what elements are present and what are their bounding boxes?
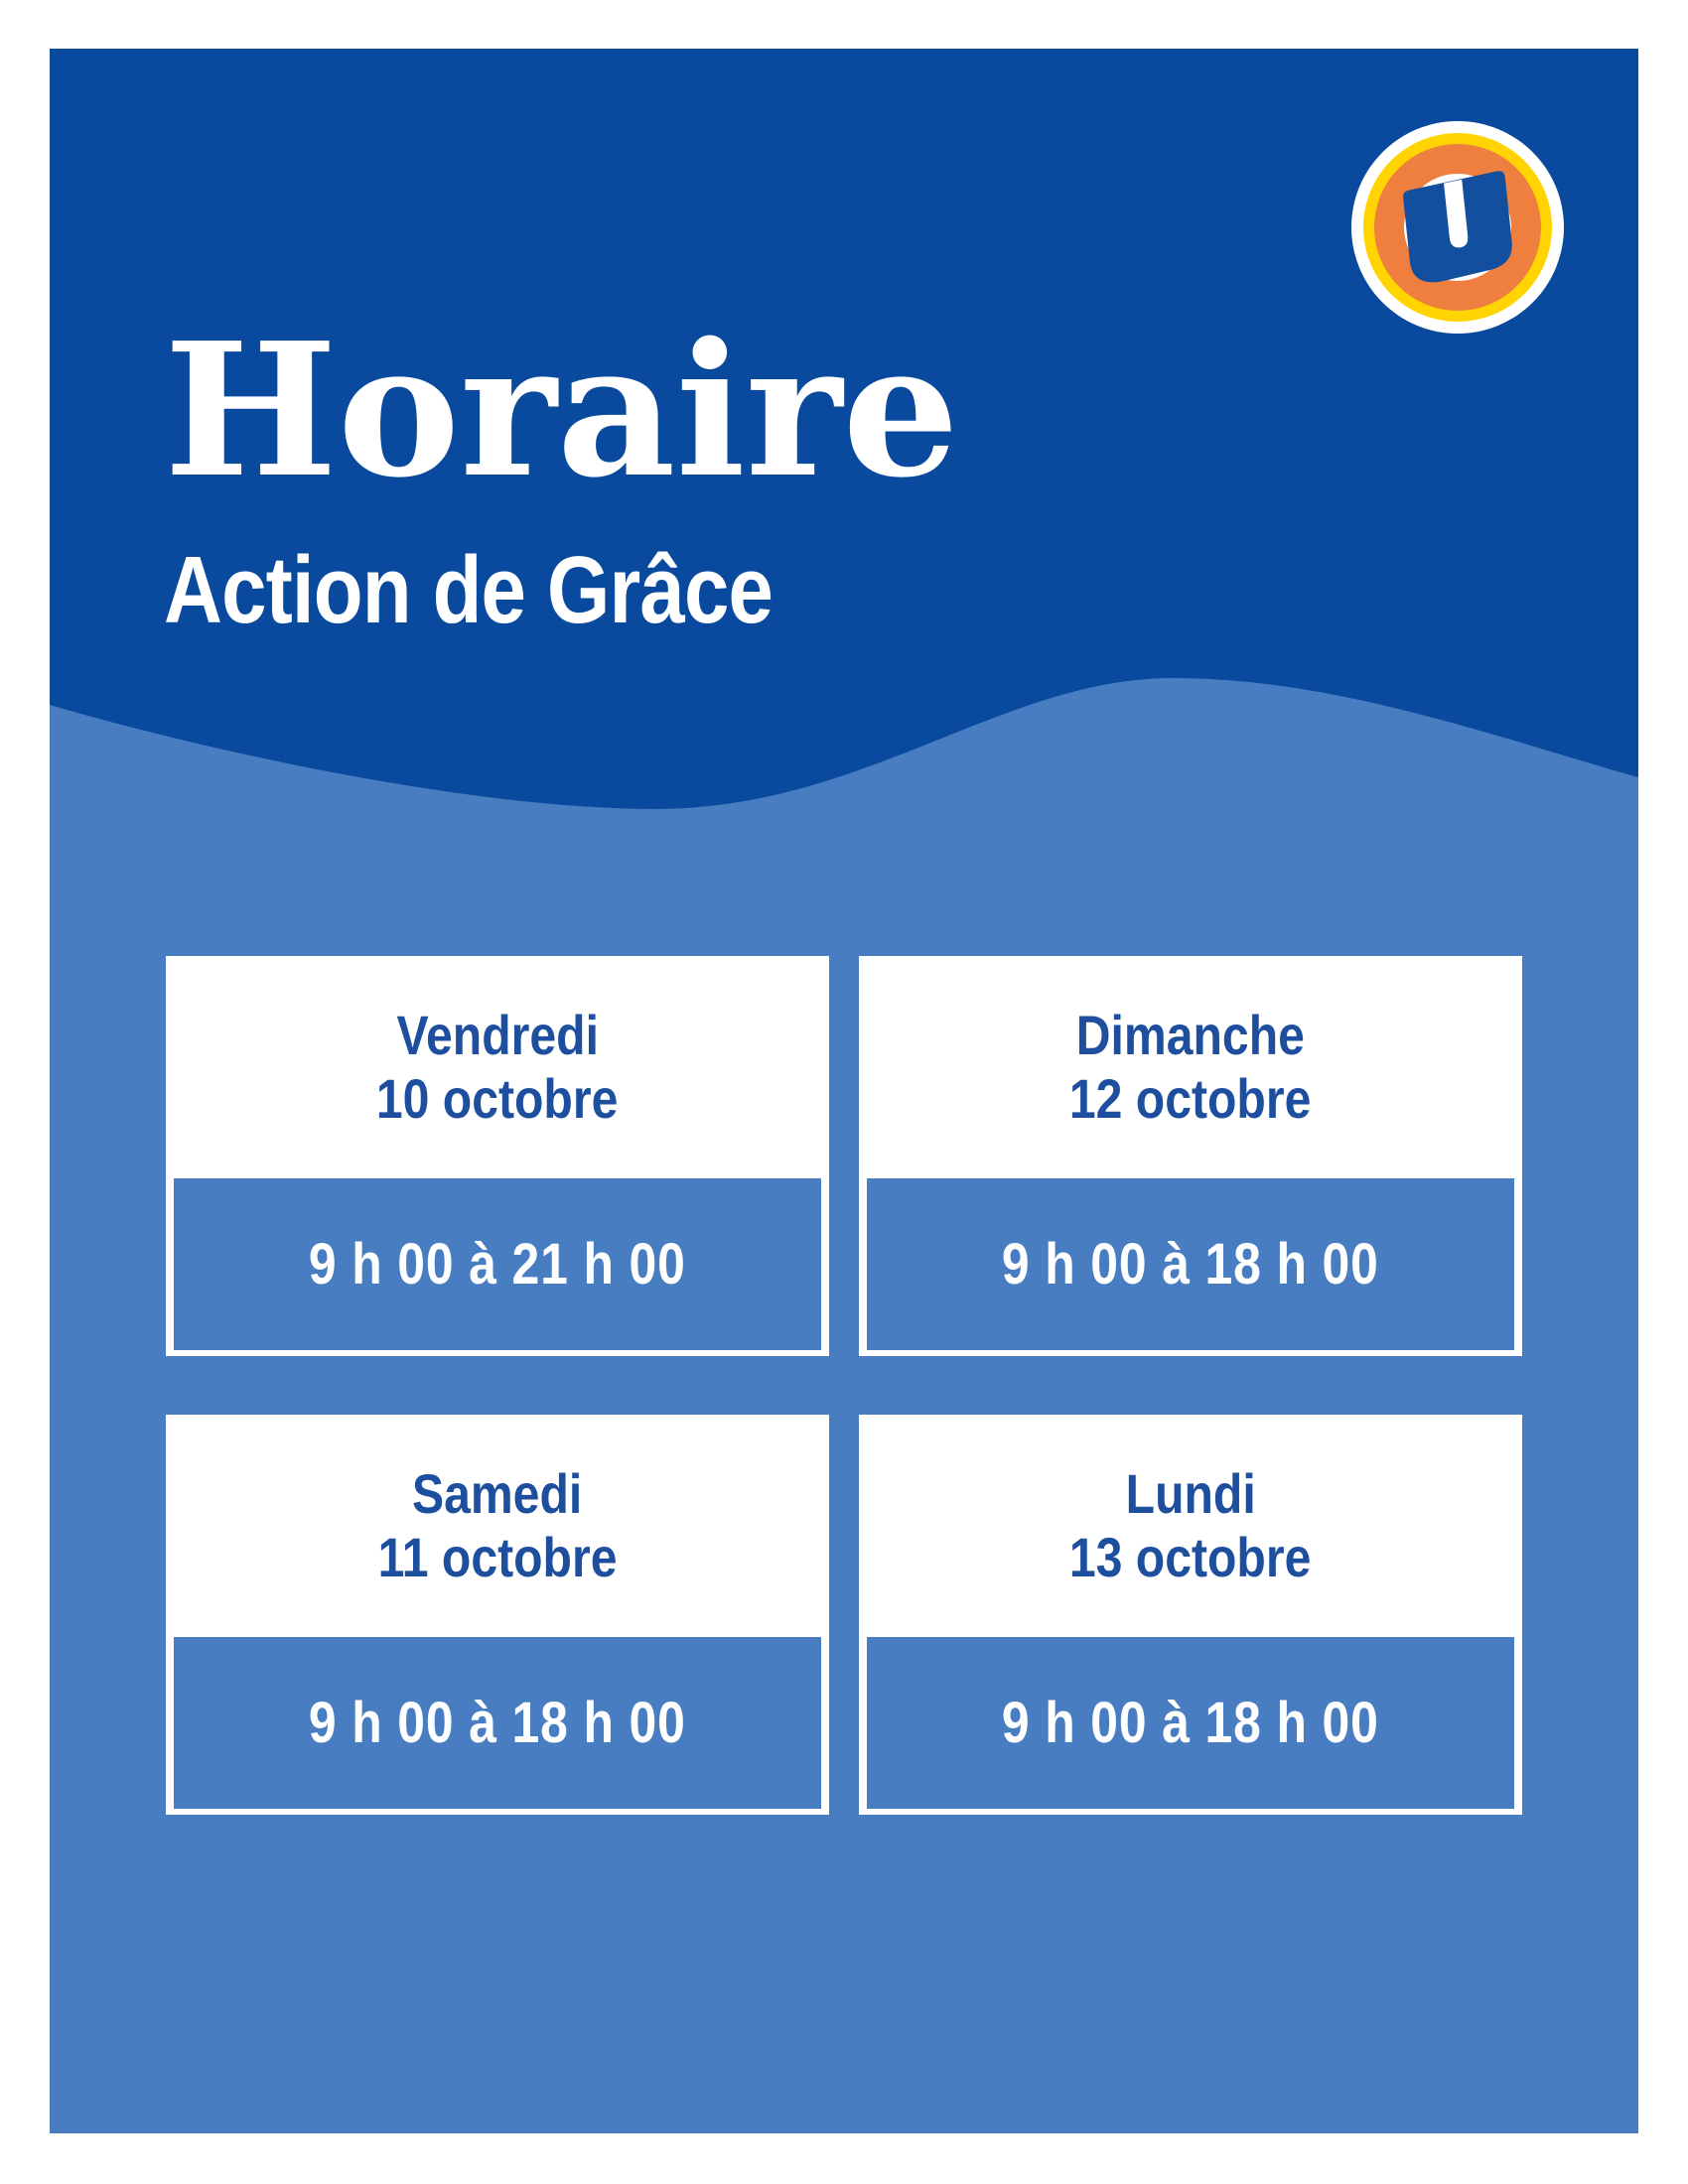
- day-label: Dimanche: [1075, 1004, 1306, 1066]
- card-date-block: [867, 956, 1514, 1178]
- hours-label: 9 h 00 à 21 h 00: [309, 1231, 686, 1297]
- day-label: Vendredi: [396, 1004, 599, 1066]
- schedule-cards-grid: [166, 956, 1522, 1815]
- date-label: 11 octobre: [377, 1526, 618, 1588]
- card-hours-band: [174, 1637, 821, 1809]
- schedule-card-samedi: [166, 1415, 829, 1815]
- day-label: Lundi: [1125, 1462, 1256, 1525]
- page-subtitle: Action de Grâce: [164, 537, 774, 643]
- card-date-block: [174, 1415, 821, 1637]
- date-label: 12 octobre: [1069, 1067, 1312, 1130]
- card-hours-band: [867, 1637, 1514, 1809]
- hours-label: 9 h 00 à 18 h 00: [1002, 1690, 1379, 1755]
- card-date-block: [867, 1415, 1514, 1637]
- date-label: 13 octobre: [1069, 1526, 1312, 1588]
- hours-label: 9 h 00 à 18 h 00: [309, 1690, 686, 1755]
- day-label: Samedi: [412, 1462, 583, 1525]
- date-label: 10 octobre: [376, 1067, 619, 1130]
- uniprix-logo-icon: [1351, 121, 1564, 334]
- schedule-card-dimanche: [859, 956, 1522, 1356]
- blue-panel: [50, 49, 1638, 2133]
- schedule-card-vendredi: [166, 956, 829, 1356]
- card-hours-band: [174, 1178, 821, 1350]
- page-title: Horaire: [164, 302, 959, 518]
- hours-label: 9 h 00 à 18 h 00: [1002, 1231, 1379, 1297]
- card-hours-band: [867, 1178, 1514, 1350]
- card-date-block: [174, 956, 821, 1178]
- schedule-card-lundi: [859, 1415, 1522, 1815]
